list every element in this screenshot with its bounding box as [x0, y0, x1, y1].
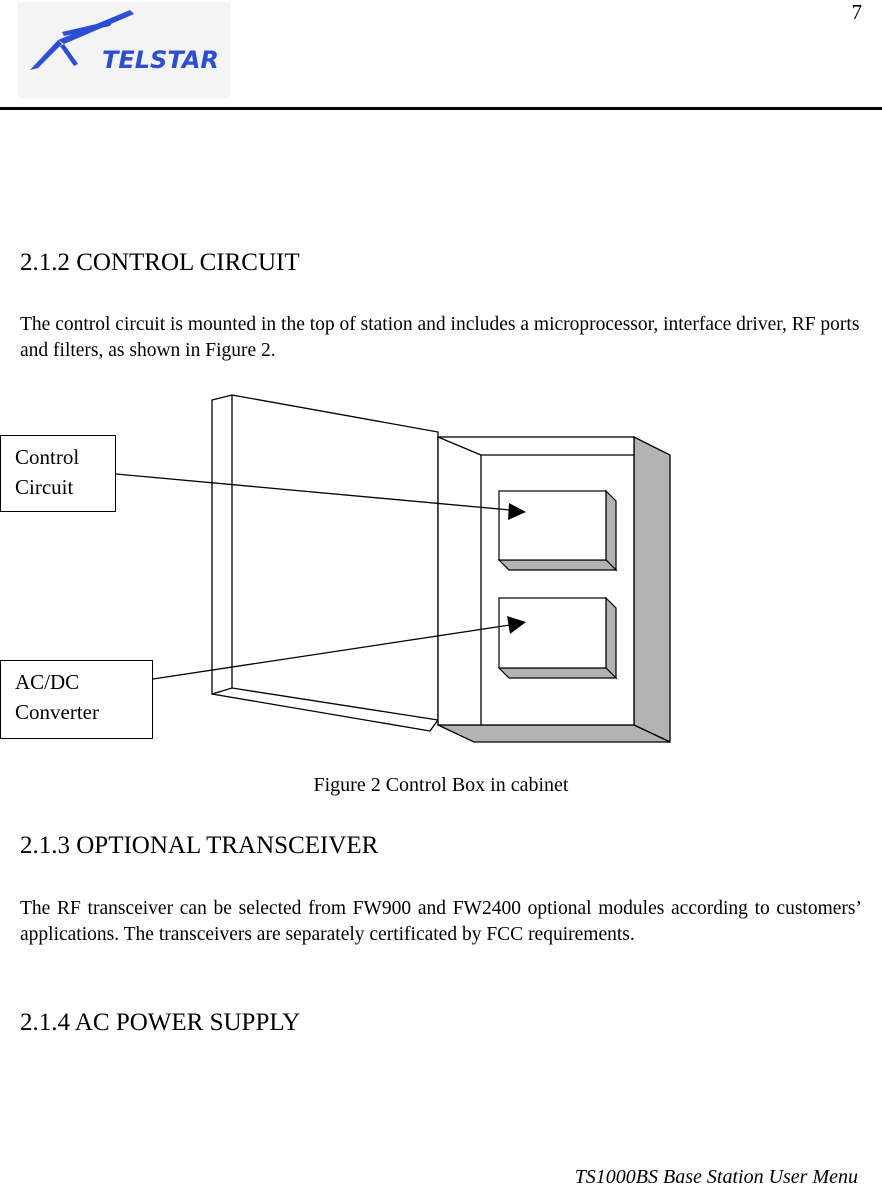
page-number: 7	[851, 0, 862, 24]
figure-caption: Figure 2 Control Box in cabinet	[313, 774, 569, 796]
label-acdc-line1: AC/DC	[15, 670, 80, 694]
label-control-circuit	[0, 435, 116, 512]
label-control-line1: Control	[15, 445, 80, 469]
logo-wordmark: TELSTAR	[102, 46, 219, 74]
header-divider	[0, 107, 882, 110]
cabinet-door	[212, 395, 438, 720]
label-control-line2: Circuit	[15, 475, 74, 499]
label-acdc-line2: Converter	[15, 700, 99, 724]
section-paragraph-optional-transceiver: The RF transceiver can be selected from FW900 and FW2400 optional modules according to customers’ applications. The transceivers are separately certificated by FCC requirements.	[20, 898, 862, 945]
cabinet-body	[438, 437, 634, 725]
label-acdc-converter	[0, 660, 153, 739]
control-circuit-module	[499, 491, 606, 560]
footer-title: TS1000BS Base Station User Menu	[574, 1166, 858, 1188]
cabinet-bottom	[438, 725, 670, 742]
acdc-converter-module	[499, 598, 606, 668]
section-paragraph-control-circuit: The control circuit is mounted in the top of station and includes a microprocessor, interface driver, RF ports and filters, as shown in Figure 2.	[20, 314, 860, 361]
section-heading-control-circuit: 2.1.2 CONTROL CIRCUIT	[20, 249, 300, 276]
cabinet-side	[634, 437, 670, 742]
telstar-logo	[18, 2, 230, 98]
section-heading-ac-power-supply: 2.1.4 AC POWER SUPPLY	[20, 1009, 301, 1036]
telstar-star-icon	[18, 2, 230, 98]
section-heading-optional-transceiver: 2.1.3 OPTIONAL TRANSCEIVER	[20, 832, 379, 859]
